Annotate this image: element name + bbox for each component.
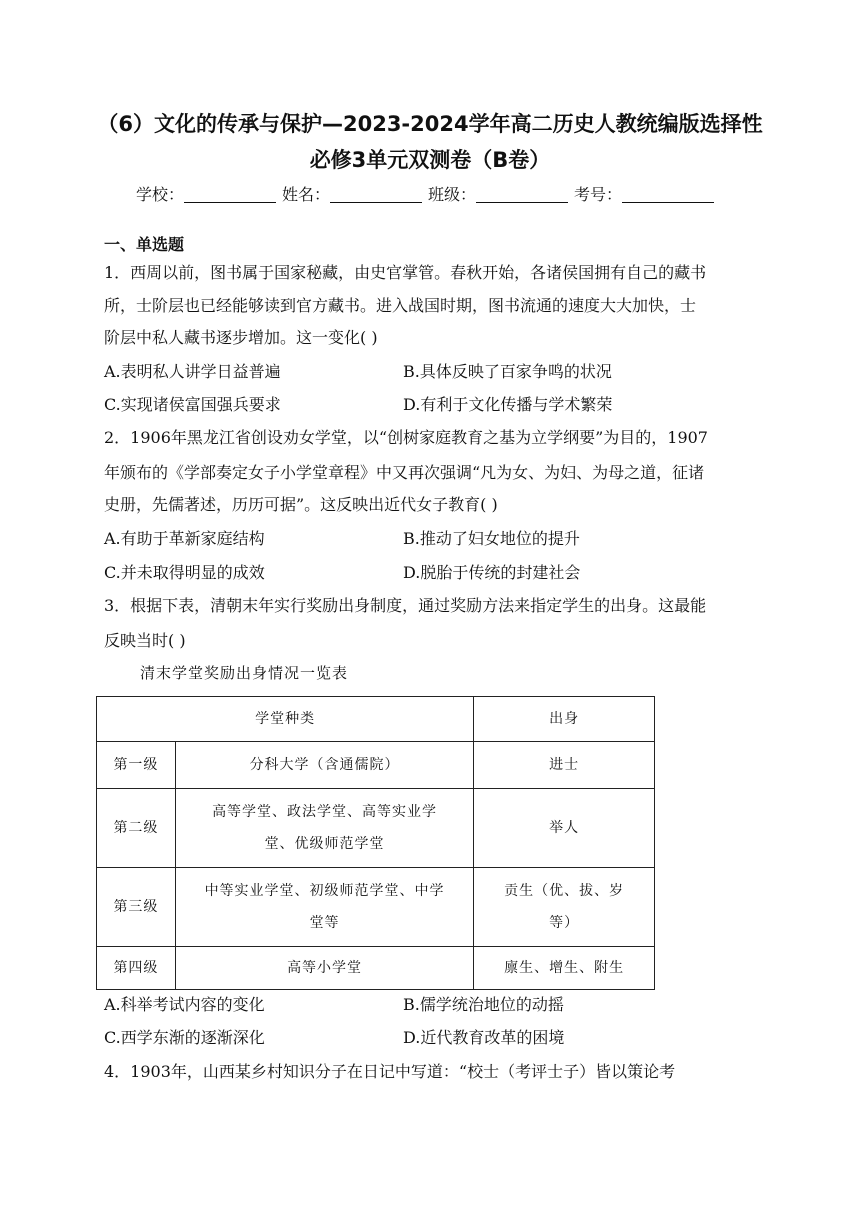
level-cell: 第一级 bbox=[97, 742, 176, 789]
header-origin: 出身 bbox=[474, 697, 655, 742]
section-title: 一、单选题 bbox=[104, 235, 185, 254]
school-type-cell bbox=[175, 868, 473, 947]
paper-title-line1: （6）文化的传承与保护—2023-2024学年高二历史人教统编版选择性 bbox=[97, 112, 763, 136]
question-3-option-c: C.西学东渐的逐渐深化 bbox=[104, 1028, 265, 1047]
question-2-line-2: 年颁布的《学部奏定女子小学堂章程》中又再次强调“凡为女、为妇、为母之道，征诸 bbox=[104, 463, 705, 482]
award-origin-table bbox=[96, 696, 655, 990]
origin-text: 进士 bbox=[549, 757, 580, 773]
origin-text-line2: 等） bbox=[549, 915, 580, 931]
question-3-line-1: 3．根据下表，清朝末年实行奖励出身制度，通过奖励方法来指定学生的出身。这最能 bbox=[104, 596, 707, 615]
table-row bbox=[97, 947, 655, 990]
level-cell: 第二级 bbox=[97, 789, 176, 868]
question-2-option-b: B.推动了妇女地位的提升 bbox=[403, 529, 580, 548]
table-row bbox=[97, 742, 655, 789]
table-caption: 清末学堂奖励出身情况一览表 bbox=[140, 664, 349, 682]
level-cell: 第四级 bbox=[97, 947, 176, 990]
origin-cell bbox=[474, 947, 655, 990]
origin-cell bbox=[474, 742, 655, 789]
exam-no-label: 考号： bbox=[574, 185, 623, 204]
header-school-type: 学堂种类 bbox=[97, 697, 474, 742]
question-2-line-3: 史册，先儒著述，历历可据”。这反映出近代女子教育( ) bbox=[104, 495, 498, 514]
school-type-text-line2: 堂、优级师范学堂 bbox=[264, 836, 385, 852]
question-2-option-c: C.并未取得明显的成效 bbox=[104, 563, 265, 582]
school-type-cell bbox=[175, 742, 473, 789]
school-label: 学校： bbox=[136, 185, 185, 204]
school-type-text-line1: 高等学堂、政法学堂、高等实业学 bbox=[212, 804, 438, 820]
question-2-option-a: A.有助于革新家庭结构 bbox=[104, 529, 265, 548]
level-cell: 第三级 bbox=[97, 868, 176, 947]
student-info-row bbox=[136, 181, 720, 209]
question-1-option-a: A.表明私人讲学日益普遍 bbox=[104, 362, 281, 381]
question-1-line-3: 阶层中私人藏书逐步增加。这一变化( ) bbox=[104, 328, 378, 347]
school-type-text: 高等小学堂 bbox=[287, 960, 363, 976]
question-3-line-2: 反映当时( ) bbox=[104, 631, 186, 650]
school-blank bbox=[184, 184, 276, 203]
name-blank bbox=[330, 184, 422, 203]
paper-title-line2: 必修3单元双测卷（B卷） bbox=[309, 148, 551, 172]
question-1-option-d: D.有利于文化传播与学术繁荣 bbox=[403, 395, 613, 414]
school-type-text: 分科大学（含通儒院） bbox=[249, 757, 400, 773]
question-4-line-1: 4．1903年，山西某乡村知识分子在日记中写道：“校士（考评士子）皆以策论考 bbox=[104, 1062, 676, 1081]
question-1-option-c: C.实现诸侯富国强兵要求 bbox=[104, 395, 281, 414]
question-1-option-b: B.具体反映了百家争鸣的状况 bbox=[403, 362, 612, 381]
question-3-option-b: B.儒学统治地位的动摇 bbox=[403, 995, 564, 1014]
exam-no-blank bbox=[622, 184, 714, 203]
table-row bbox=[97, 868, 655, 947]
question-1-line-1: 1．西周以前，图书属于国家秘藏，由史官掌管。春秋开始，各诸侯国拥有自己的藏书 bbox=[104, 263, 707, 282]
school-type-cell bbox=[175, 789, 473, 868]
class-label: 班级： bbox=[428, 185, 477, 204]
table-row bbox=[97, 789, 655, 868]
origin-text: 举人 bbox=[549, 820, 580, 836]
origin-text-line1: 贡生（优、拔、岁 bbox=[504, 883, 625, 899]
school-type-text-line2: 堂等 bbox=[309, 915, 340, 931]
school-type-text-line1: 中等实业学堂、初级师范学堂、中学 bbox=[204, 883, 445, 899]
origin-text: 廪生、增生、附生 bbox=[504, 960, 625, 976]
question-3-option-d: D.近代教育改革的困境 bbox=[403, 1028, 565, 1047]
table-header-row bbox=[97, 697, 655, 742]
origin-cell bbox=[474, 789, 655, 868]
question-2-option-d: D.脱胎于传统的封建社会 bbox=[403, 563, 581, 582]
name-label: 姓名： bbox=[282, 185, 331, 204]
question-2-line-1: 2．1906年黑龙江省创设劝女学堂，以“创树家庭教育之基为立学纲要”为目的，1907 bbox=[104, 428, 708, 447]
class-blank bbox=[476, 184, 568, 203]
origin-cell bbox=[474, 868, 655, 947]
question-1-line-2: 所，士阶层也已经能够读到官方藏书。进入战国时期，图书流通的速度大大加快，士 bbox=[104, 296, 697, 315]
school-type-cell bbox=[175, 947, 473, 990]
question-3-option-a: A.科举考试内容的变化 bbox=[104, 995, 265, 1014]
